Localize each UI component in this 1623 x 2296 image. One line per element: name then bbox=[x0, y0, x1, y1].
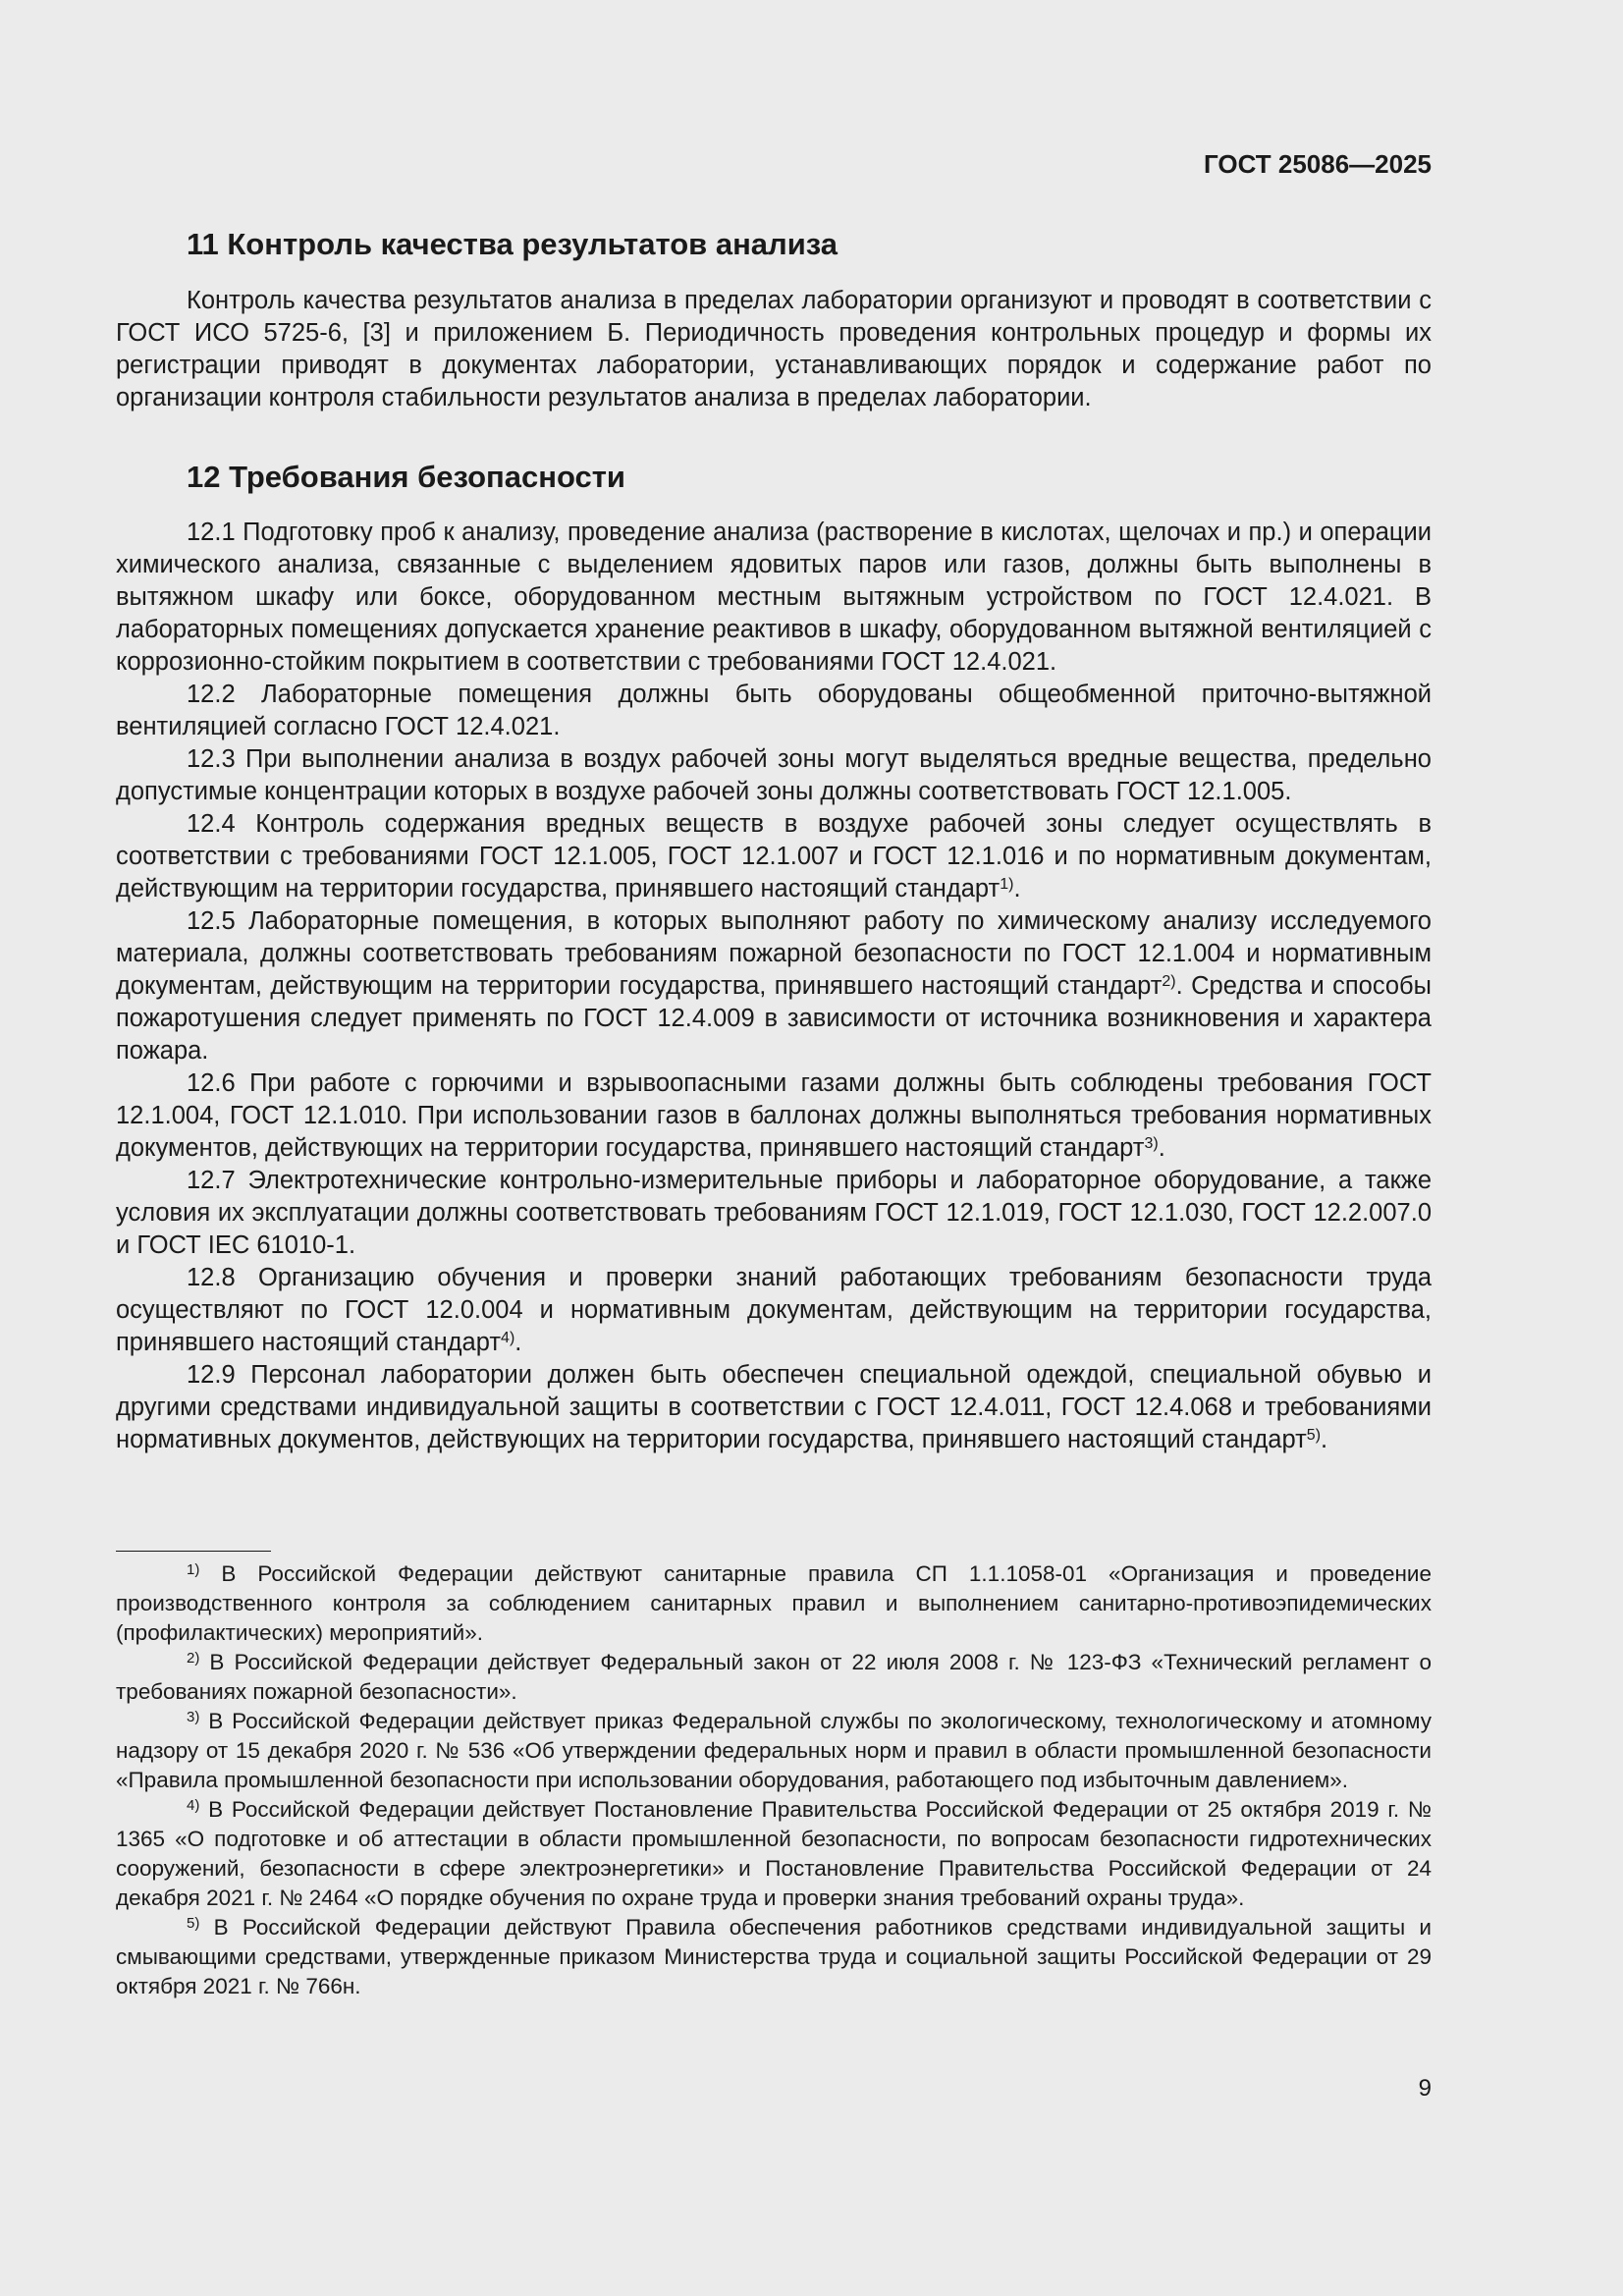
clause-text: 12.3 При выполнении анализа в воздух рабочей зоны могут выделяться вредные вещества, предельно допустимые концентрации которых в воздухе рабочей зоны должны соответствовать ГОСТ 12.1.005. bbox=[116, 745, 1432, 805]
footnote-5 bbox=[116, 1913, 1432, 2001]
clause-text-end: . bbox=[1158, 1134, 1165, 1162]
section-12-body bbox=[116, 517, 1432, 1456]
clause-text: 12.7 Электротехнические контрольно-измерительные приборы и лабораторное оборудование, а также условия их эксплуатации должны соответствовать требованиям ГОСТ 12.1.019, ГОСТ 12.1.030, ГОСТ 12.2.007.0 и ГОСТ IEC 61010-1. bbox=[116, 1167, 1432, 1259]
document-code: ГОСТ 25086—2025 bbox=[1204, 149, 1432, 179]
footnote-mark: 2) bbox=[187, 1650, 200, 1667]
section-11-paragraph: Контроль качества результатов анализа в пределах лаборатории организуют и проводят в соответствии с ГОСТ ИСО 5725-6, [3] и приложением Б. Периодичность проведения контрольных процедур и формы их регистрации приводят в документах лаборатории, устанавливающих порядок и содержание работ по организации контроля стабильности результатов анализа в пределах лаборатории. bbox=[116, 287, 1432, 411]
footnote-ref[interactable]: 5) bbox=[1306, 1427, 1322, 1444]
footnote-ref[interactable]: 3) bbox=[1144, 1135, 1159, 1152]
footnote-ref[interactable]: 4) bbox=[501, 1330, 515, 1346]
clause-text: 12.6 При работе с горючими и взрывоопасными газами должны быть соблюдены требования ГОСТ 12.1.004, ГОСТ 12.1.010. При использовании газов в баллонах должны выполняться требования нормативных документов, действующих на территории государства, принявшего настоящий стандарт bbox=[116, 1069, 1432, 1162]
clause-12-2 bbox=[116, 679, 1432, 743]
footnote-text: В Российской Федерации действуют санитарные правила СП 1.1.1058-01 «Организация и проведение производственного контроля за соблюдением санитарных правил и выполнением санитарно-противоэпидемических (профилактических) мероприятий». bbox=[116, 1561, 1432, 1645]
clause-12-9 bbox=[116, 1359, 1432, 1456]
footnote-4 bbox=[116, 1795, 1432, 1913]
footnote-text: В Российской Федерации действуют Правила обеспечения работников средствами индивидуальной защиты и смывающими средствами, утвержденные приказом Министерства труда и социальной защиты Российской Федерации от 29 октября 2021 г. № 766н. bbox=[116, 1915, 1432, 1998]
footnote-divider bbox=[116, 1551, 271, 1552]
clause-12-6 bbox=[116, 1067, 1432, 1165]
footnote-text: В Российской Федерации действует Постановление Правительства Российской Федерации от 25 октября 2019 г. № 1365 «О подготовке и об аттестации в области промышленной безопасности, по вопросам безопасности гидротехнических сооружений, безопасности в сфере электроэнергетики» и Постановление Правительства Российской Федерации от 24 декабря 2021 г. № 2464 «О порядке обучения по охране труда и проверки знания требований охраны труда». bbox=[116, 1797, 1432, 1910]
clause-text: 12.9 Персонал лаборатории должен быть обеспечен специальной одеждой, специальной обувью и другими средствами индивидуальной защиты в соответствии с ГОСТ 12.4.011, ГОСТ 12.4.068 и требованиями нормативных документов, действующих на территории государства, принявшего настоящий стандарт bbox=[116, 1361, 1432, 1453]
clause-text: 12.8 Организацию обучения и проверки знаний работающих требованиям безопасности труда осуществляют по ГОСТ 12.0.004 и нормативным документам, действующим на территории государства, принявшего настоящий стандарт bbox=[116, 1264, 1432, 1356]
clause-12-4 bbox=[116, 808, 1432, 905]
clause-text-end: . Средства и способы пожаротушения следует применять по ГОСТ 12.4.009 в зависимости от источника возникновения и характера пожара. bbox=[116, 972, 1432, 1065]
footnote-mark: 1) bbox=[187, 1561, 200, 1578]
footnote-1 bbox=[116, 1559, 1432, 1648]
clause-12-7 bbox=[116, 1165, 1432, 1262]
footnote-ref[interactable]: 2) bbox=[1162, 973, 1176, 990]
page-number: 9 bbox=[1418, 2075, 1432, 2102]
section-11-body bbox=[116, 285, 1432, 414]
clause-12-8 bbox=[116, 1262, 1432, 1359]
clause-text: 12.5 Лабораторные помещения, в которых выполняют работу по химическому анализу исследуемого материала, должны соответствовать требованиям пожарной безопасности по ГОСТ 12.1.004 и нормативным документам, действующим на территории государства, принявшего настоящий стандарт bbox=[116, 907, 1432, 1000]
footnote-mark: 4) bbox=[187, 1797, 200, 1814]
clause-12-5 bbox=[116, 905, 1432, 1067]
footnote-mark: 3) bbox=[187, 1709, 200, 1725]
clause-12-3 bbox=[116, 743, 1432, 808]
clause-text: 12.4 Контроль содержания вредных веществ в воздухе рабочей зоны следует осуществлять в соответствии с требованиями ГОСТ 12.1.005, ГОСТ 12.1.007 и ГОСТ 12.1.016 и по нормативным документам, действующим на территории государства, принявшего настоящий стандарт bbox=[116, 810, 1432, 902]
clause-text: 12.2 Лабораторные помещения должны быть оборудованы общеобменной приточно-вытяжной вентиляцией согласно ГОСТ 12.4.021. bbox=[116, 681, 1432, 740]
footnote-ref[interactable]: 1) bbox=[1000, 876, 1014, 893]
section-12-title: 12 Требования безопасности bbox=[187, 460, 625, 494]
section-11-title: 11 Контроль качества результатов анализа bbox=[187, 227, 839, 261]
footnote-3 bbox=[116, 1707, 1432, 1795]
clause-text-end: . bbox=[1321, 1426, 1328, 1453]
clause-text: 12.1 Подготовку проб к анализу, проведение анализа (растворение в кислотах, щелочах и пр.) и операции химического анализа, связанные с выделением ядовитых паров или газов, должны быть выполнены в вытяжном шкафу или боксе, оборудованном местным вытяжным устройством по ГОСТ 12.4.021. В лабораторных помещениях допускается хранение реактивов в шкафу, оборудованном вытяжной вентиляцией с коррозионно-стойким покрытием в соответствии с требованиями ГОСТ 12.4.021. bbox=[116, 519, 1432, 676]
footnote-mark: 5) bbox=[187, 1915, 200, 1932]
footnote-2 bbox=[116, 1648, 1432, 1707]
clause-text-end: . bbox=[1013, 875, 1021, 902]
footnote-text: В Российской Федерации действует приказ Федеральной службы по экологическому, технологическому и атомному надзору от 15 декабря 2020 г. № 536 «Об утверждении федеральных норм и правил в области промышленной безопасности «Правила промышленной безопасности при использовании оборудования, работающего под избыточным давлением». bbox=[116, 1709, 1432, 1792]
clause-text-end: . bbox=[514, 1329, 522, 1356]
clause-12-1 bbox=[116, 517, 1432, 679]
footnotes bbox=[116, 1559, 1432, 2001]
footnote-text: В Российской Федерации действует Федеральный закон от 22 июля 2008 г. № 123-ФЗ «Технический регламент о требованиях пожарной безопасности». bbox=[116, 1650, 1432, 1704]
